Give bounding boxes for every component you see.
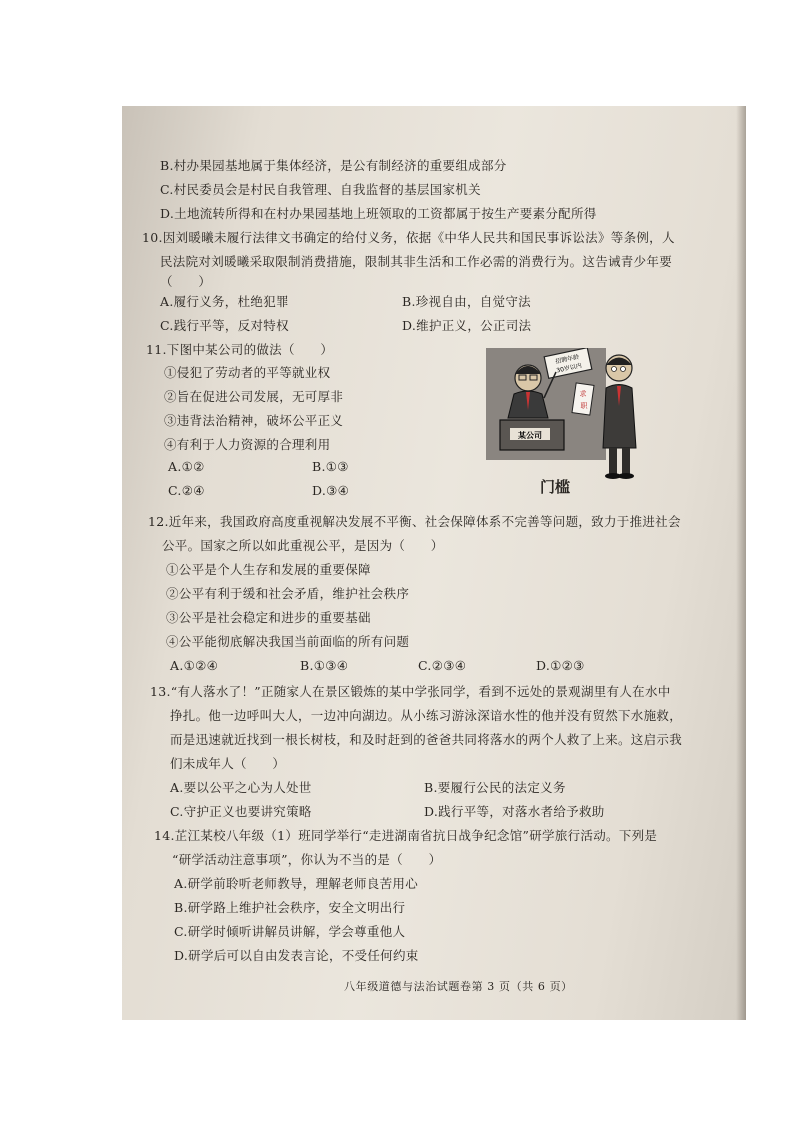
q10-stem-line-2: 民法院对刘暖曦采取限制消费措施，限制其非生活和工作必需的消费行为。这告诫青少年要 bbox=[160, 254, 673, 269]
q12-option-b: B.①③④ bbox=[300, 658, 349, 673]
q10-option-a: A.履行义务，杜绝犯罪 bbox=[160, 294, 289, 309]
q12-item-4: ④公平能彻底解决我国当前面临的所有问题 bbox=[166, 634, 410, 649]
threshold-cartoon bbox=[486, 348, 646, 496]
q11-option-c: C.②④ bbox=[168, 483, 205, 498]
photographed-exam-page bbox=[122, 106, 746, 1020]
q11-option-d: D.③④ bbox=[312, 483, 350, 498]
q14-stem-line-2: “研学活动注意事项”，你认为不当的是（ ） bbox=[172, 852, 442, 867]
q10-option-d: D.维护正义，公正司法 bbox=[402, 318, 532, 333]
page-footer: 八年级道德与法治试题卷第 3 页（共 6 页） bbox=[344, 980, 573, 993]
q11-option-a: A.①② bbox=[168, 459, 205, 474]
q13-option-a: A.要以公平之心为人处世 bbox=[170, 780, 312, 795]
q14-stem-line-1: 14.芷江某校八年级（1）班同学举行“走进湖南省抗日战争纪念馆”研学旅行活动。下列是 bbox=[154, 828, 658, 843]
q11-option-b: B.①③ bbox=[312, 459, 349, 474]
q13-stem-line-3: 而是迅速就近找到一根长树枝，和及时赶到的爸爸共同将落水的两个人救了上来。这启示我 bbox=[170, 732, 683, 747]
q12-stem-line-2: 公平。国家之所以如此重视公平，是因为（ ） bbox=[162, 538, 444, 553]
q12-option-d: D.①②③ bbox=[536, 658, 585, 673]
q14-option-a: A.研学前聆听老师教导，理解老师良苦用心 bbox=[174, 876, 419, 891]
q12-item-2: ②公平有利于缓和社会矛盾，维护社会秩序 bbox=[166, 586, 410, 601]
q10-stem-line-3: （ ） bbox=[160, 274, 212, 289]
q13-option-c: C.守护正义也要讲究策略 bbox=[170, 804, 312, 819]
q12-option-c: C.②③④ bbox=[418, 658, 467, 673]
q12-item-1: ①公平是个人生存和发展的重要保障 bbox=[166, 562, 371, 577]
q11-item-4: ④有利于人力资源的合理利用 bbox=[164, 437, 331, 452]
q10-option-b: B.珍视自由，自觉守法 bbox=[402, 294, 531, 309]
q13-stem-line-1: 13.“有人落水了！”正随家人在景区锻炼的某中学张同学，看到不远处的景观湖里有人在水中 bbox=[150, 684, 671, 699]
desk-label: 某公司 bbox=[518, 431, 542, 440]
q10-stem-line-1: 10.因刘暖曦未履行法律文书确定的给付义务，依据《中华人民共和国民事诉讼法》等条例，人 bbox=[142, 230, 675, 245]
q11-item-2: ②旨在促进公司发展，无可厚非 bbox=[164, 389, 344, 404]
applicant-figure bbox=[603, 355, 636, 479]
q9-option-c: C.村民委员会是村民自我管理、自我监督的基层国家机关 bbox=[160, 182, 481, 197]
q13-option-b: B.要履行公民的法定义务 bbox=[424, 780, 566, 795]
q12-stem-line-1: 12.近年来，我国政府高度重视解决发展不平衡、社会保障体系不完善等问题，致力于推进社会 bbox=[148, 514, 681, 529]
q13-stem-line-4: 们未成年人（ ） bbox=[170, 756, 286, 771]
q9-option-b: B.村办果园基地属于集体经济，是公有制经济的重要组成部分 bbox=[160, 158, 507, 173]
q12-item-3: ③公平是社会稳定和进步的重要基础 bbox=[166, 610, 371, 625]
sign-text-line-1: 招聘年龄 bbox=[554, 353, 580, 366]
q11-stem: 11.下图中某公司的做法（ ） bbox=[146, 342, 334, 357]
cartoon-caption: 门槛 bbox=[540, 478, 571, 496]
q14-option-d: D.研学后可以自由发表言论，不受任何约束 bbox=[174, 948, 419, 963]
q13-option-d: D.践行平等，对落水者给予救助 bbox=[424, 804, 605, 819]
q12-option-a: A.①②④ bbox=[170, 658, 219, 673]
q14-option-b: B.研学路上维护社会秩序，安全文明出行 bbox=[174, 900, 406, 915]
company-desk bbox=[500, 420, 564, 450]
q14-option-c: C.研学时倾听讲解员讲解，学会尊重他人 bbox=[174, 924, 406, 939]
q9-option-d: D.土地流转所得和在村办果园基地上班领取的工资都属于按生产要素分配所得 bbox=[160, 206, 597, 221]
q11-item-3: ③违背法治精神，破坏公平正义 bbox=[164, 413, 344, 428]
paper-text-1: 求 bbox=[579, 390, 587, 398]
q11-item-1: ①侵犯了劳动者的平等就业权 bbox=[164, 365, 331, 380]
q10-option-c: C.践行平等，反对特权 bbox=[160, 318, 289, 333]
q13-stem-line-2: 挣扎。他一边呼叫大人，一边冲向湖边。从小练习游泳深谙水性的他并没有贸然下水施救， bbox=[170, 708, 683, 723]
sign-text-line-2: 30岁以内 bbox=[555, 362, 583, 375]
paper-text-2: 职 bbox=[580, 402, 588, 410]
job-application-paper bbox=[572, 383, 594, 415]
